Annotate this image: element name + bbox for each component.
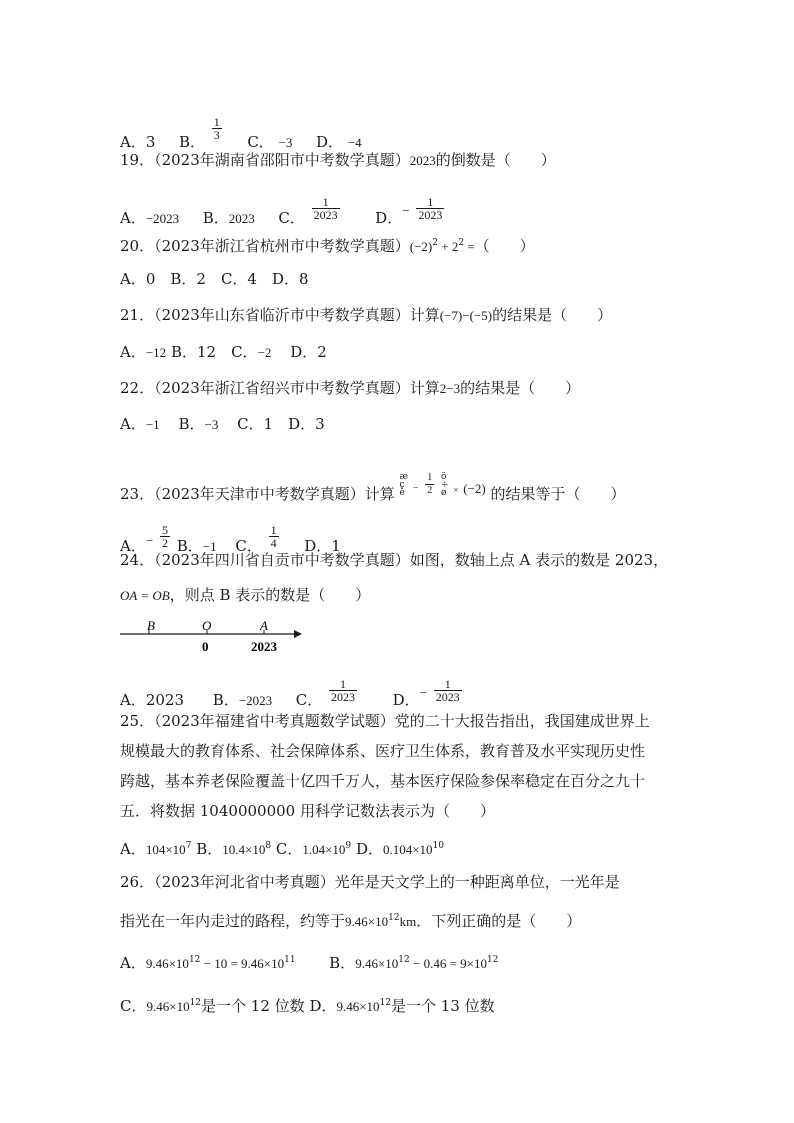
point-o-label: O: [202, 618, 212, 633]
q24-stem-line2: OA = OB，则点 B 表示的数是（ ）: [120, 586, 371, 604]
q18-option-d-value: −4: [347, 135, 362, 150]
value-2023-label: 2023: [251, 639, 277, 654]
q25-options: A．$104\times 10^7$ B．$10.4\times 10^8$ C．$1.04\times 10^9$ D．$0.104\times 10^{10}$: [120, 840, 445, 858]
q26-stem-line2: 指光在一年内走过的路程，约等于$9.46\times 10^{12}km$．下列正确的是（ ）: [120, 912, 582, 930]
q26-options-cd: C．$9.46\times 10^{12}$是一个 12 位数 D．$9.46\times 10^{12}$是一个 13 位数: [120, 997, 495, 1015]
q18-options: [120, 116, 362, 153]
point-a-label: A: [260, 618, 268, 633]
q23-right-paren: ö ÷ ø: [441, 472, 449, 498]
q19-options: A．−2023 B．2023 C． $\frac{1}{2023}$ D．− $\frac{1}{2023}$: [120, 195, 443, 227]
q23-option-a-fraction: $\frac{5}{2}$: [161, 523, 168, 550]
q20-stem: 20．（2023年浙江省杭州市中考数学真题）$(-2)^2 + 2^2$ =（ ）: [120, 237, 535, 255]
number-line-figure: [118, 618, 308, 658]
zero-label: 0: [202, 639, 209, 654]
q24-stem-line1: 24．（2023年四川省自贡市中考数学真题）如图，数轴上点 A 表示的数是 2023，: [120, 551, 669, 569]
q23-left-paren: æ ç è: [399, 472, 409, 498]
q26-options-ab: A．$9.46\times 10^{12} - 10 = 9.46\times 10^{11}$ B．$9.46\times 10^{12} - 0.46 = 9\times 10^{12}$: [120, 954, 499, 972]
q18-option-c-value: −3: [278, 135, 293, 150]
q22-stem: 22．（2023年浙江省绍兴市中考数学真题）计算2−3的结果是（ ）: [120, 379, 581, 397]
q19-option-d-fraction: $\frac{1}{2023}$: [418, 195, 443, 222]
number-line-arrow: [294, 630, 302, 638]
q26-stem-line1: 26．（2023年河北省中考真题）光年是天文学上的一种距离单位，一光年是: [120, 873, 620, 891]
q20-options: A．0 B．2 C．4 D．8: [120, 270, 309, 288]
q19-stem: 19．（2023年湖南省邵阳市中考数学真题）2023的倒数是（ ）: [120, 151, 556, 169]
q23-options: A．− $\frac{5}{2}$ B．−1 C． $\frac{1}{4}$ D．1: [120, 523, 341, 555]
q24-option-c-fraction: $\frac{1}{2023}$: [331, 677, 355, 704]
q18-option-c-label: C．: [247, 133, 274, 151]
q25-stem: 25．（2023年福建省中考真题数学试题）党的二十大报告指出，我国建成世界上 规模最大的教育体系、社会保障体系、医疗卫生体系，教育普及水平实现历史性 跨越，基本养老保险覆盖十亿四千万人，基本医疗保险参保率稳定在百分之九十 五．将数据 1040000000 用科学记数法表示为（ ）: [120, 712, 650, 820]
q18-option-a: A．3: [120, 133, 156, 151]
q21-stem: 21．（2023年山东省临沂市中考数学真题）计算(−7)−(−5)的结果是（ ）: [120, 306, 613, 324]
q18-option-d-label: D．: [316, 133, 344, 151]
point-b-label: B: [147, 618, 155, 633]
q19-option-c-fraction: $\frac{1}{2023}$: [313, 195, 338, 222]
q18-option-b-fraction: $\frac{1}{3}$: [213, 115, 220, 142]
q18-option-b-label: B．: [178, 133, 205, 151]
q24-option-d-fraction: $\frac{1}{2023}$: [435, 677, 460, 704]
q23-option-c-fraction: $\frac{1}{4}$: [270, 523, 277, 550]
q23-fraction: $\frac{1}{2}$: [427, 472, 433, 496]
q24-options: A．2023 B．−2023 C． $\frac{1}{2023}$ D．− $\frac{1}{2023}$: [120, 677, 460, 709]
q23-stem: 23．（2023年天津市中考数学真题）计算 æ ç è − $\frac{1}{2}$ ö ÷ ø × (−2) 的结果等于（ ）: [120, 472, 626, 503]
q21-options: A．−12 B．12 C．−2 D．2: [120, 343, 327, 361]
q22-options: A．−1 B．−3 C．1 D．3: [120, 415, 325, 433]
